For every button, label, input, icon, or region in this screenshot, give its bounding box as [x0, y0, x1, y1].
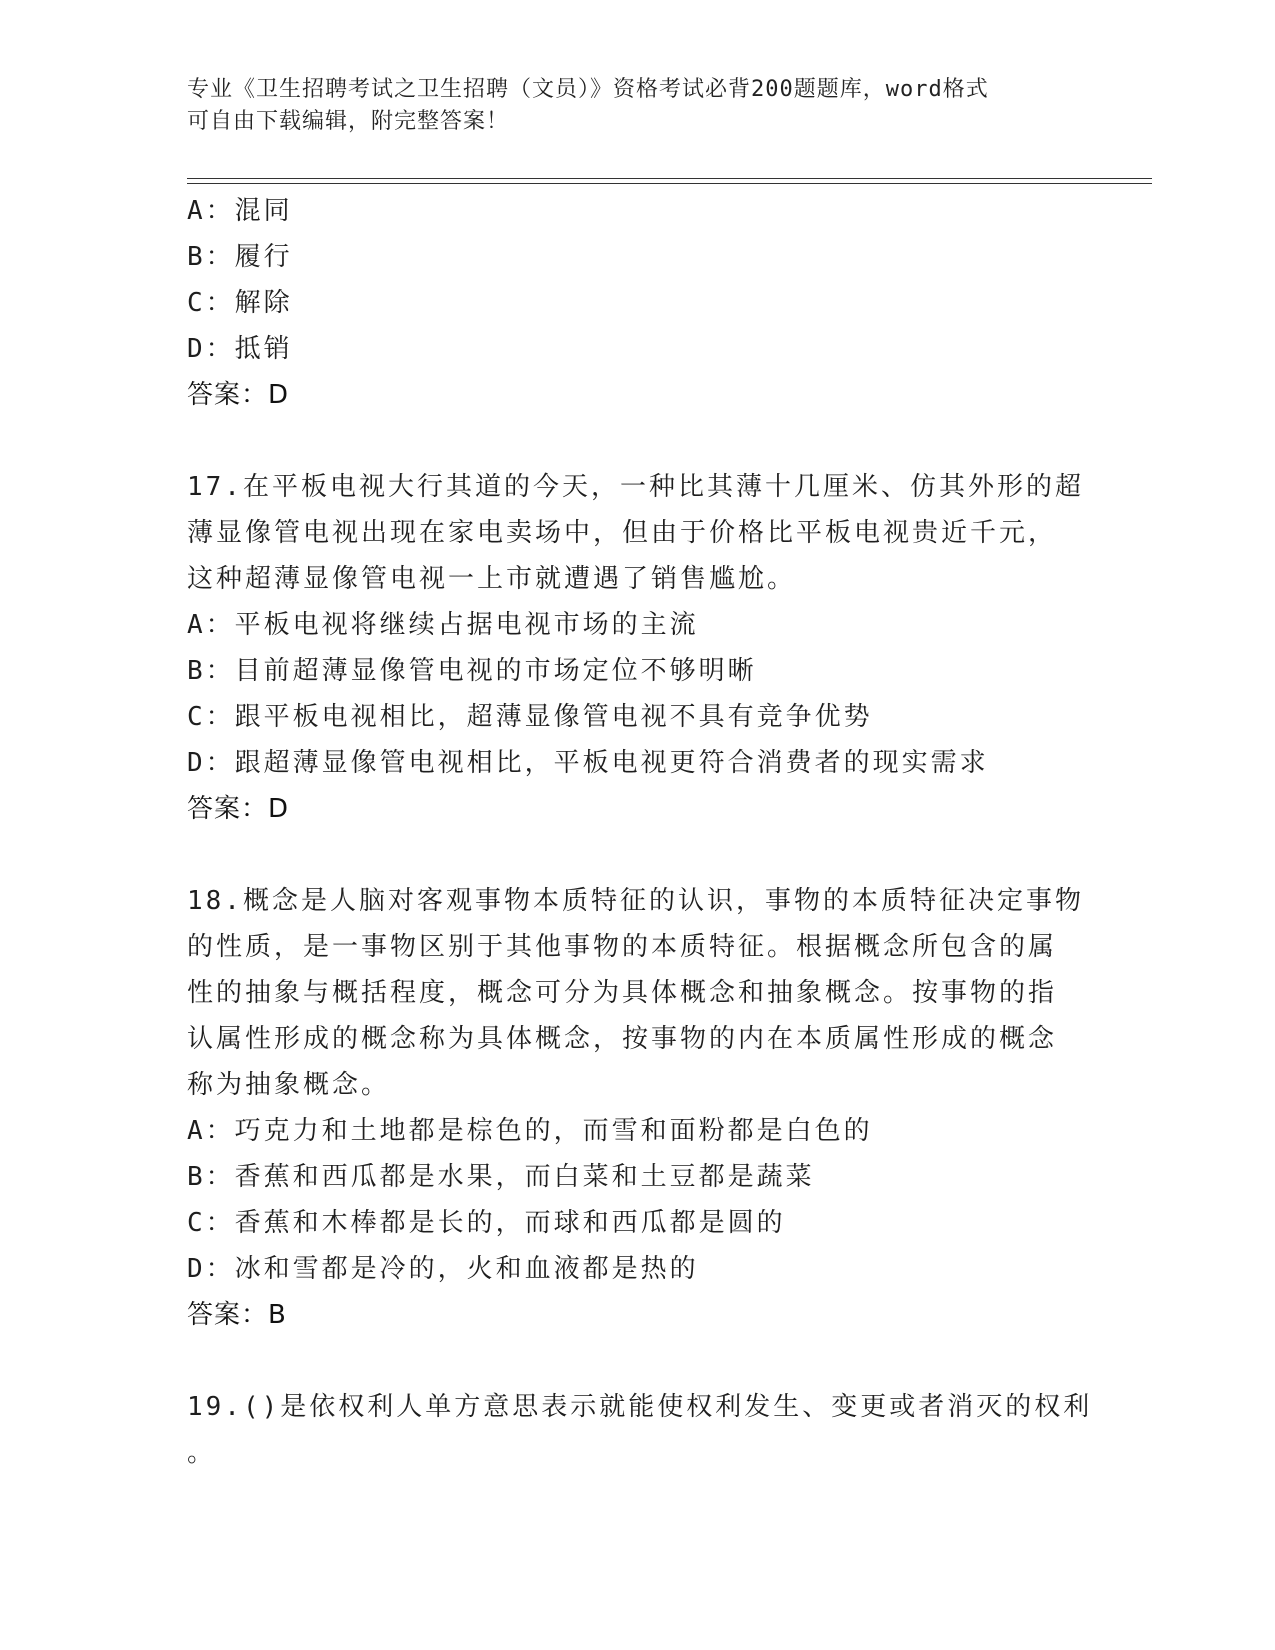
q16-option-a: A：混同	[187, 196, 293, 226]
q17-option-a: A：平板电视将继续占据电视市场的主流	[187, 610, 699, 640]
q16-option-c: C：解除	[187, 288, 293, 318]
question-19	[187, 1384, 1093, 1476]
q18-stem	[187, 878, 1084, 1108]
q18-answer: 答案：B	[187, 1300, 287, 1330]
q16-option-d: D：抵销	[187, 334, 293, 364]
header-line-2: 可自由下载编辑，附完整答案！	[187, 109, 510, 134]
q18-stem-line-2: 的性质，是一事物区别于其他事物的本质特征。根据概念所包含的属	[187, 932, 1058, 962]
header-line-1: 专业《卫生招聘考试之卫生招聘（文员）》资格考试必背200题题库，word格式	[187, 77, 989, 102]
q17-option-c: C：跟平板电视相比，超薄显像管电视不具有竞争优势	[187, 702, 873, 732]
q17-answer: 答案：D	[187, 794, 290, 824]
q18-option-d: D：冰和雪都是冷的，火和血液都是热的	[187, 1254, 699, 1284]
q17-option-d: D：跟超薄显像管电视相比，平板电视更符合消费者的现实需求	[187, 748, 989, 778]
spacer	[187, 832, 1087, 878]
q16-answer: 答案：D	[187, 380, 290, 410]
q17-stem-line-2: 薄显像管电视出现在家电卖场中，但由于价格比平板电视贵近千元，	[187, 518, 1058, 548]
q19-stem-line-1: 19.()是依权利人单方意思表示就能使权利发生、变更或者消灭的权利	[187, 1392, 1093, 1422]
question-18	[187, 878, 1087, 1338]
question-16	[187, 188, 1087, 418]
q18-stem-line-4: 认属性形成的概念称为具体概念，按事物的内在本质属性形成的概念	[187, 1024, 1058, 1054]
q16-option-b: B：履行	[187, 242, 293, 272]
q17-option-b: B：目前超薄显像管电视的市场定位不够明晰	[187, 656, 757, 686]
q18-option-c: C：香蕉和木棒都是长的，而球和西瓜都是圆的	[187, 1208, 786, 1238]
q18-option-a: A：巧克力和土地都是棕色的，而雪和面粉都是白色的	[187, 1116, 873, 1146]
document-body	[187, 188, 1093, 1476]
q18-stem-line-1: 18.概念是人脑对客观事物本质特征的认识，事物的本质特征决定事物	[187, 886, 1084, 916]
q17-stem	[187, 464, 1084, 602]
q17-stem-line-1: 17.在平板电视大行其道的今天，一种比其薄十几厘米、仿其外形的超	[187, 472, 1084, 502]
header-divider	[187, 178, 1152, 184]
q18-stem-line-5: 称为抽象概念。	[187, 1070, 391, 1100]
q18-stem-line-3: 性的抽象与概括程度，概念可分为具体概念和抽象概念。按事物的指	[187, 978, 1058, 1008]
question-17	[187, 464, 1087, 832]
page-header	[187, 74, 1067, 138]
spacer	[187, 1338, 1087, 1384]
q18-option-b: B：香蕉和西瓜都是水果，而白菜和土豆都是蔬菜	[187, 1162, 815, 1192]
q19-stem	[187, 1384, 1093, 1476]
spacer	[187, 418, 1087, 464]
q19-stem-line-2: 。	[187, 1438, 217, 1468]
q17-stem-line-3: 这种超薄显像管电视一上市就遭遇了销售尴尬。	[187, 564, 797, 594]
